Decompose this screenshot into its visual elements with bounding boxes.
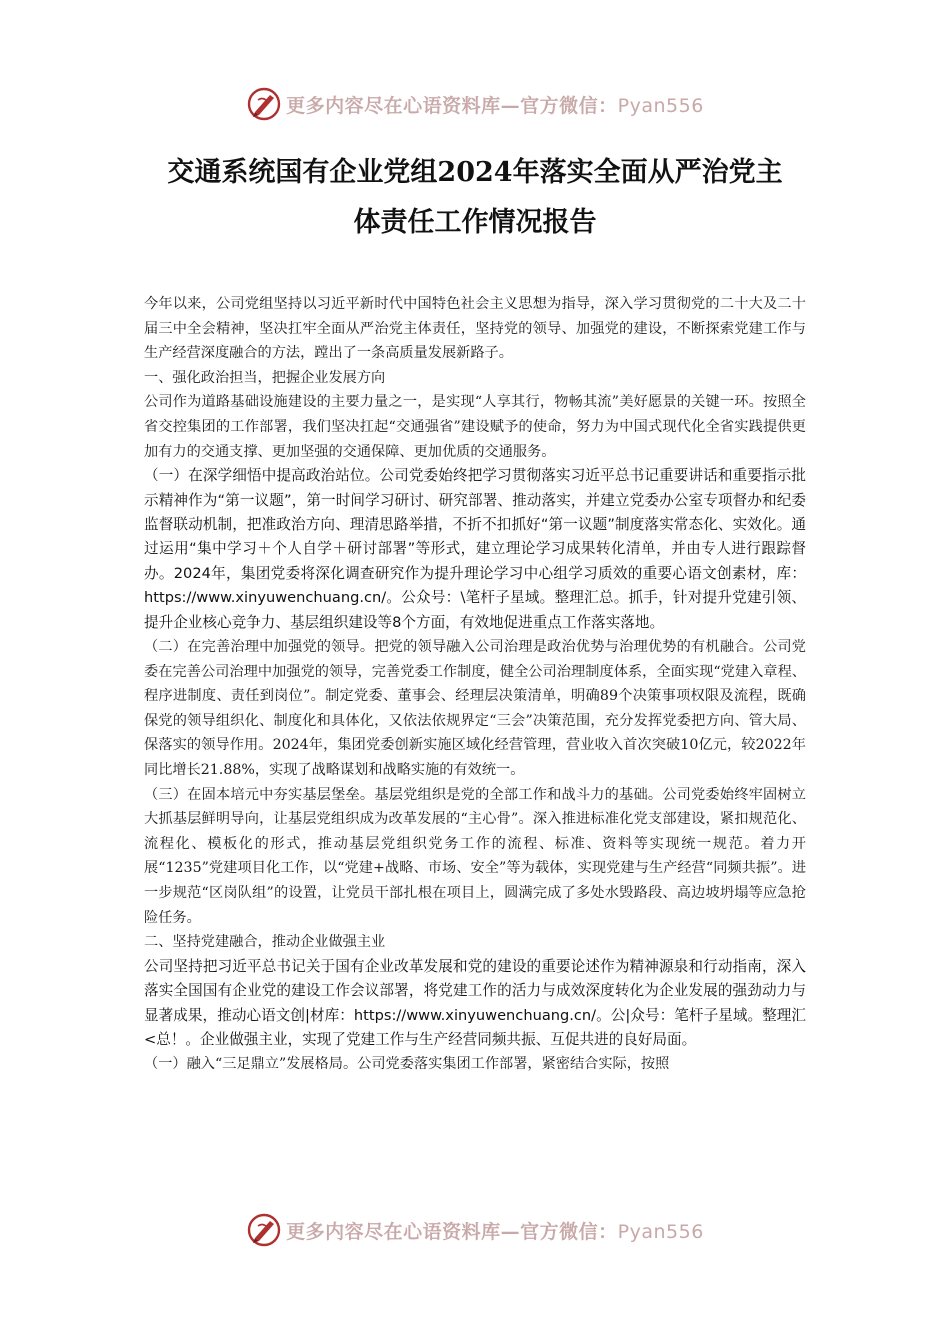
section-heading-2: 二、坚持党建融合，推动企业做强主业 <box>144 934 386 951</box>
document-body <box>144 292 806 1077</box>
document-title <box>120 148 830 248</box>
section-1-subsection-2: （二）在完善治理中加强党的领导。把党的领导融入公司治理是政治优势与治理优势的有机融合。公司党委在完善公司治理中加强党的领导，完善党委工作制度，健全公司治理制度体系，全面实现“党建入章程、程序进制度、责任到岗位”。制定党委、董事会、经理层决策清单，明确89个决策事项权限及流程，既确保党的领导组织化、制度化和具体化，又依法依规界定“三会”决策范围，充分发挥党委把方向、管大局、保落实的领导作用。2024年，集团党委创新实施区域化经营管理，营业收入首次突破10亿元，较2022年同比增长21.88%，实现了战略谋划和战略实施的有效统一。 <box>144 639 806 778</box>
header-banner-text: 更多内容尽在心语资料库—官方微信：Pyan556 <box>286 94 704 117</box>
wechat-id: Pyan556 <box>617 94 704 117</box>
section-1-subsection-3: （三）在固本培元中夯实基层堡垒。基层党组织是党的全部工作和战斗力的基础。公司党委始终牢固树立大抓基层鲜明导向，让基层党组织成为改革发展的“主心骨”。深入推进标准化党支部建设，紧扣规范化、流程化、模板化的形式，推动基层党组织党务工作的流程、标准、资料等实现统一规范。着力开展“1235”党建项目化工作，以“党建+战略、市场、安全”等为载体，实现党建与生产经营“同频共振”。进一步规范“区岗队组”的设置，让党员干部扎根在项目上，圆满完成了多处水毁路段、高边坡坍塌等应急抢险任务。 <box>144 786 806 926</box>
section-2-paragraph: 公司坚持把习近平总书记关于国有企业改革发展和党的建设的重要论述作为精神源泉和行动指南，深入落实全国国有企业党的建设工作会议部署，将党建工作的活力与成效深度转化为企业发展的强劲动力与显著成果，推动心语文创|材库：https://www.xinyuwenchuang.cn/。公|众号：笔杆子星域。整理汇<总！。企业做强主业，实现了党建工作与生产经营同频共振、互促共进的良好局面。 <box>144 957 806 1048</box>
title-line-1: 交通系统国有企业党组2024年落实全面从严治党主 <box>167 157 783 188</box>
pen-logo-icon <box>246 86 282 122</box>
header-banner <box>0 86 950 122</box>
pen-logo-icon <box>246 1212 282 1248</box>
section-1-subsection-1: （一）在深学细悟中提高政治站位。公司党委始终把学习贯彻落实习近平总书记重要讲话和重要指示批示精神作为“第一议题”，第一时间学习研讨、研究部署、推动落实，并建立党委办公室专项督办和纪委监督联动机制，把准政治方向、理清思路举措，不折不扣抓好“第一议题”制度落实常态化、实效化。通过运用“集中学习＋个人自学＋研讨部署”等形式，建立理论学习成果转化清单，并由专人进行跟踪督办。2024年，集团党委将深化调查研究作为提升理论学习中心组学习质效的重要心语文创素材，库：https://www.xinyuwenchuang.cn/。公众号：\笔杆子星域。整理汇总。抓手，针对提升党建引领、提升企业核心竞争力、基层组织建设等8个方面，有效地促进重点工作落实落地。 <box>144 467 806 631</box>
section-2-subsection-1: （一）融入“三足鼎立”发展格局。公司党委落实集团工作部署，紧密结合实际，按照 <box>144 1056 670 1073</box>
footer-banner-text: 更多内容尽在心语资料库—官方微信：Pyan556 <box>286 1220 704 1243</box>
section-heading-1: 一、强化政治担当，把握企业发展方向 <box>144 369 386 386</box>
intro-paragraph: 今年以来，公司党组坚持以习近平新时代中国特色社会主义思想为指导，深入学习贯彻党的二十大及二十届三中全会精神，坚决扛牢全面从严治党主体责任，坚持党的领导、加强党的建设，不断探索党建工作与生产经营深度融合的方法，蹚出了一条高质量发展新路子。 <box>144 296 806 362</box>
title-line-2: 体责任工作情况报告 <box>353 207 597 238</box>
section-1-paragraph: 公司作为道路基础设施建设的主要力量之一，是实现“人享其行，物畅其流”美好愿景的关键一环。按照全省交控集团的工作部署，我们坚决扛起“交通强省”建设赋予的使命，努力为中国式现代化全省实践提供更加有力的交通支撑、更加坚强的交通保障、更加优质的交通服务。 <box>144 394 806 460</box>
footer-banner <box>0 1212 950 1248</box>
wechat-id: Pyan556 <box>617 1220 704 1243</box>
